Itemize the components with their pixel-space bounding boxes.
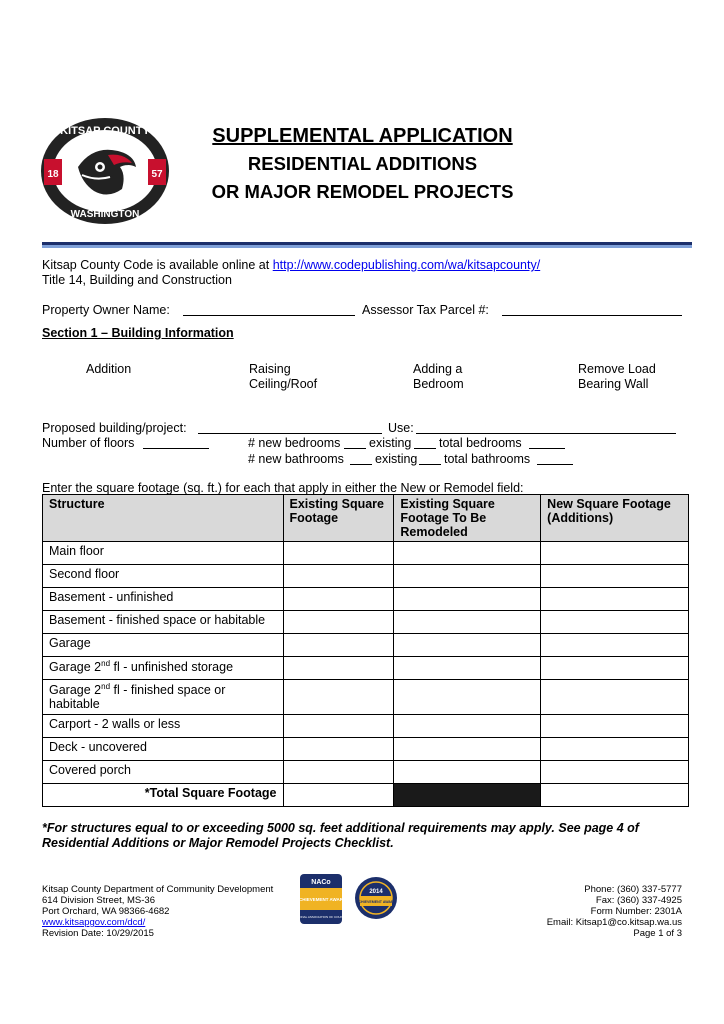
- option-label: Bearing Wall: [578, 377, 649, 391]
- existing-bedrooms-field[interactable]: [414, 436, 436, 449]
- kitsap-county-seal-logo: [38, 115, 172, 227]
- existing-sqft-cell[interactable]: [283, 611, 394, 634]
- remodeled-sqft-cell[interactable]: [394, 542, 541, 565]
- option-label: Bedroom: [413, 377, 464, 391]
- total-remodeled-blocked-cell: [394, 784, 541, 807]
- table-row: [43, 611, 689, 634]
- proposed-project-label: Proposed building/project:: [42, 421, 187, 435]
- new-bedrooms-field[interactable]: [344, 436, 366, 449]
- table-row: [43, 657, 689, 680]
- square-footage-table: [42, 494, 689, 807]
- new-sqft-cell[interactable]: [541, 588, 689, 611]
- total-new-cell[interactable]: [541, 784, 689, 807]
- award1-main-text: ACHIEVEMENT AWARD: [295, 897, 347, 902]
- option-raising-ceiling-roof[interactable]: [249, 362, 317, 392]
- col-header-structure: Structure: [43, 495, 284, 542]
- col-header-new: New Square Footage (Additions): [541, 495, 689, 542]
- new-sqft-cell[interactable]: [541, 715, 689, 738]
- row-label: Main floor: [43, 542, 284, 565]
- existing-sqft-cell[interactable]: [283, 565, 394, 588]
- remodeled-sqft-cell[interactable]: [394, 588, 541, 611]
- proposed-project-field[interactable]: [198, 421, 382, 434]
- parcel-label: Assessor Tax Parcel #:: [362, 303, 489, 317]
- naco-award-badge: [292, 872, 350, 928]
- col-header-existing: Existing Square Footage: [283, 495, 394, 542]
- option-label: Adding a: [413, 362, 463, 376]
- option-remove-load-bearing-wall[interactable]: [578, 362, 656, 392]
- option-addition[interactable]: [86, 362, 131, 377]
- new-sqft-cell[interactable]: [541, 761, 689, 784]
- total-bedrooms-label: total bedrooms: [439, 436, 522, 450]
- table-row: [43, 761, 689, 784]
- page-subtitle-1: RESIDENTIAL ADDITIONS: [247, 153, 478, 174]
- existing-sqft-cell[interactable]: [283, 588, 394, 611]
- option-label: Addition: [86, 362, 132, 376]
- page-title: SUPPLEMENTAL APPLICATION: [212, 125, 513, 147]
- new-sqft-cell[interactable]: [541, 611, 689, 634]
- option-label: Raising: [249, 362, 291, 376]
- award2-year-text: 2014: [369, 889, 383, 895]
- row-label: Basement - finished space or habitable: [43, 611, 284, 634]
- footer-phone: Phone: (360) 337-5777: [584, 884, 682, 895]
- existing-sqft-cell[interactable]: [283, 657, 394, 680]
- owner-name-label: Property Owner Name:: [42, 303, 170, 317]
- table-row: [43, 680, 689, 715]
- total-row: [43, 784, 689, 807]
- floors-label: Number of floors: [42, 436, 135, 450]
- table-row: [43, 738, 689, 761]
- existing-sqft-cell[interactable]: [283, 634, 394, 657]
- footer-email[interactable]: Email: Kitsap1@co.kitsap.wa.us: [546, 917, 682, 928]
- table-row: [43, 588, 689, 611]
- row-label: Garage 2nd fl - unfinished storage: [43, 657, 284, 680]
- remodeled-sqft-cell[interactable]: [394, 657, 541, 680]
- existing-sqft-cell[interactable]: [283, 680, 394, 715]
- use-field[interactable]: [416, 421, 676, 434]
- code-publishing-link[interactable]: http://www.codepublishing.com/wa/kitsapcounty/: [272, 258, 541, 272]
- remodeled-sqft-cell[interactable]: [394, 680, 541, 715]
- existing-bedrooms-label: existing: [369, 436, 412, 450]
- table-row: [43, 565, 689, 588]
- footer-form-number: Form Number: 2301A: [590, 906, 682, 917]
- total-bedrooms-field[interactable]: [529, 436, 565, 449]
- footer-revision: Revision Date: 10/29/2015: [42, 928, 154, 939]
- remodeled-sqft-cell[interactable]: [394, 611, 541, 634]
- parcel-number-field[interactable]: [502, 303, 682, 316]
- footer-address: [42, 884, 273, 939]
- achievement-award-2014-badge: [354, 876, 398, 920]
- footer-web-link[interactable]: www.kitsapgov.com/dcd/: [42, 917, 146, 928]
- footer-city: Port Orchard, WA 98366-4682: [42, 906, 170, 917]
- page-subtitle-2: OR MAJOR REMODEL PROJECTS: [211, 181, 514, 202]
- row-label: Basement - unfinished: [43, 588, 284, 611]
- new-bedrooms-label: # new bedrooms: [248, 436, 341, 450]
- total-bathrooms-label: total bathrooms: [444, 452, 531, 466]
- remodeled-sqft-cell[interactable]: [394, 761, 541, 784]
- existing-sqft-cell[interactable]: [283, 738, 394, 761]
- new-sqft-cell[interactable]: [541, 542, 689, 565]
- footer-street: 614 Division Street, MS-36: [42, 895, 155, 906]
- new-sqft-cell[interactable]: [541, 657, 689, 680]
- code-title-line: Title 14, Building and Construction: [42, 273, 232, 287]
- floors-field[interactable]: [143, 436, 209, 449]
- logo-year-right: 57: [151, 169, 163, 180]
- row-label: Covered porch: [43, 761, 284, 784]
- table-row: [43, 542, 689, 565]
- col-header-remodeled: Existing Square Footage To Be Remodeled: [394, 495, 541, 542]
- option-label: Remove Load: [578, 362, 656, 376]
- logo-year-left: 18: [47, 169, 59, 180]
- footer-fax: Fax: (360) 337-4925: [595, 895, 682, 906]
- new-bathrooms-field[interactable]: [350, 452, 372, 465]
- table-row: [43, 715, 689, 738]
- code-info-prefix: Kitsap County Code is available online at: [42, 258, 273, 272]
- row-label: Garage 2nd fl - finished space or habitable: [43, 680, 284, 715]
- section-1-heading: Section 1 – Building Information: [42, 326, 234, 340]
- existing-sqft-cell[interactable]: [283, 542, 394, 565]
- logo-bottom-text: WASHINGTON: [70, 209, 140, 220]
- award2-main-text: ACHIEVEMENT AWARD: [355, 900, 397, 904]
- award1-sub-text: NATIONAL ASSOCIATION OF COUNTIES: [292, 915, 350, 919]
- header-rule-accent: [42, 245, 692, 248]
- footer-dept: Kitsap County Department of Community Development: [42, 884, 274, 895]
- remodeled-sqft-cell[interactable]: [394, 634, 541, 657]
- total-label: *Total Square Footage: [43, 784, 284, 807]
- table-row: [43, 634, 689, 657]
- new-bathrooms-label: # new bathrooms: [248, 452, 344, 466]
- code-info-line: [42, 258, 540, 272]
- total-existing-cell[interactable]: [283, 784, 394, 807]
- existing-bathrooms-label: existing: [375, 452, 418, 466]
- table-intro: Enter the square footage (sq. ft.) for each that apply in either the New or Remodel field:: [42, 481, 524, 495]
- existing-sqft-cell[interactable]: [283, 761, 394, 784]
- remodeled-sqft-cell[interactable]: [394, 565, 541, 588]
- new-sqft-cell[interactable]: [541, 565, 689, 588]
- footer-page-number: Page 1 of 3: [633, 928, 682, 939]
- existing-sqft-cell[interactable]: [283, 715, 394, 738]
- row-label: Carport - 2 walls or less: [43, 715, 284, 738]
- existing-bathrooms-field[interactable]: [419, 452, 441, 465]
- new-sqft-cell[interactable]: [541, 738, 689, 761]
- table-header-row: [43, 495, 689, 542]
- row-label: Second floor: [43, 565, 284, 588]
- large-structure-note: *For structures equal to or exceeding 5000 sq. feet additional requirements may apply. See page 4 of Residential Additions or Major Remodel Projects Checklist.: [42, 821, 639, 850]
- logo-top-text: KITSAP COUNTY: [60, 125, 150, 137]
- owner-name-field[interactable]: [183, 303, 355, 316]
- remodeled-sqft-cell[interactable]: [394, 738, 541, 761]
- new-sqft-cell[interactable]: [541, 634, 689, 657]
- option-label: Ceiling/Roof: [249, 377, 318, 391]
- row-label: Deck - uncovered: [43, 738, 284, 761]
- new-sqft-cell[interactable]: [541, 680, 689, 715]
- option-adding-bedroom[interactable]: [413, 362, 464, 392]
- remodeled-sqft-cell[interactable]: [394, 715, 541, 738]
- footer-contact: [547, 884, 682, 939]
- award1-top-text: NACo: [311, 879, 331, 886]
- row-label: Garage: [43, 634, 284, 657]
- total-bathrooms-field[interactable]: [537, 452, 573, 465]
- use-label: Use:: [388, 421, 414, 435]
